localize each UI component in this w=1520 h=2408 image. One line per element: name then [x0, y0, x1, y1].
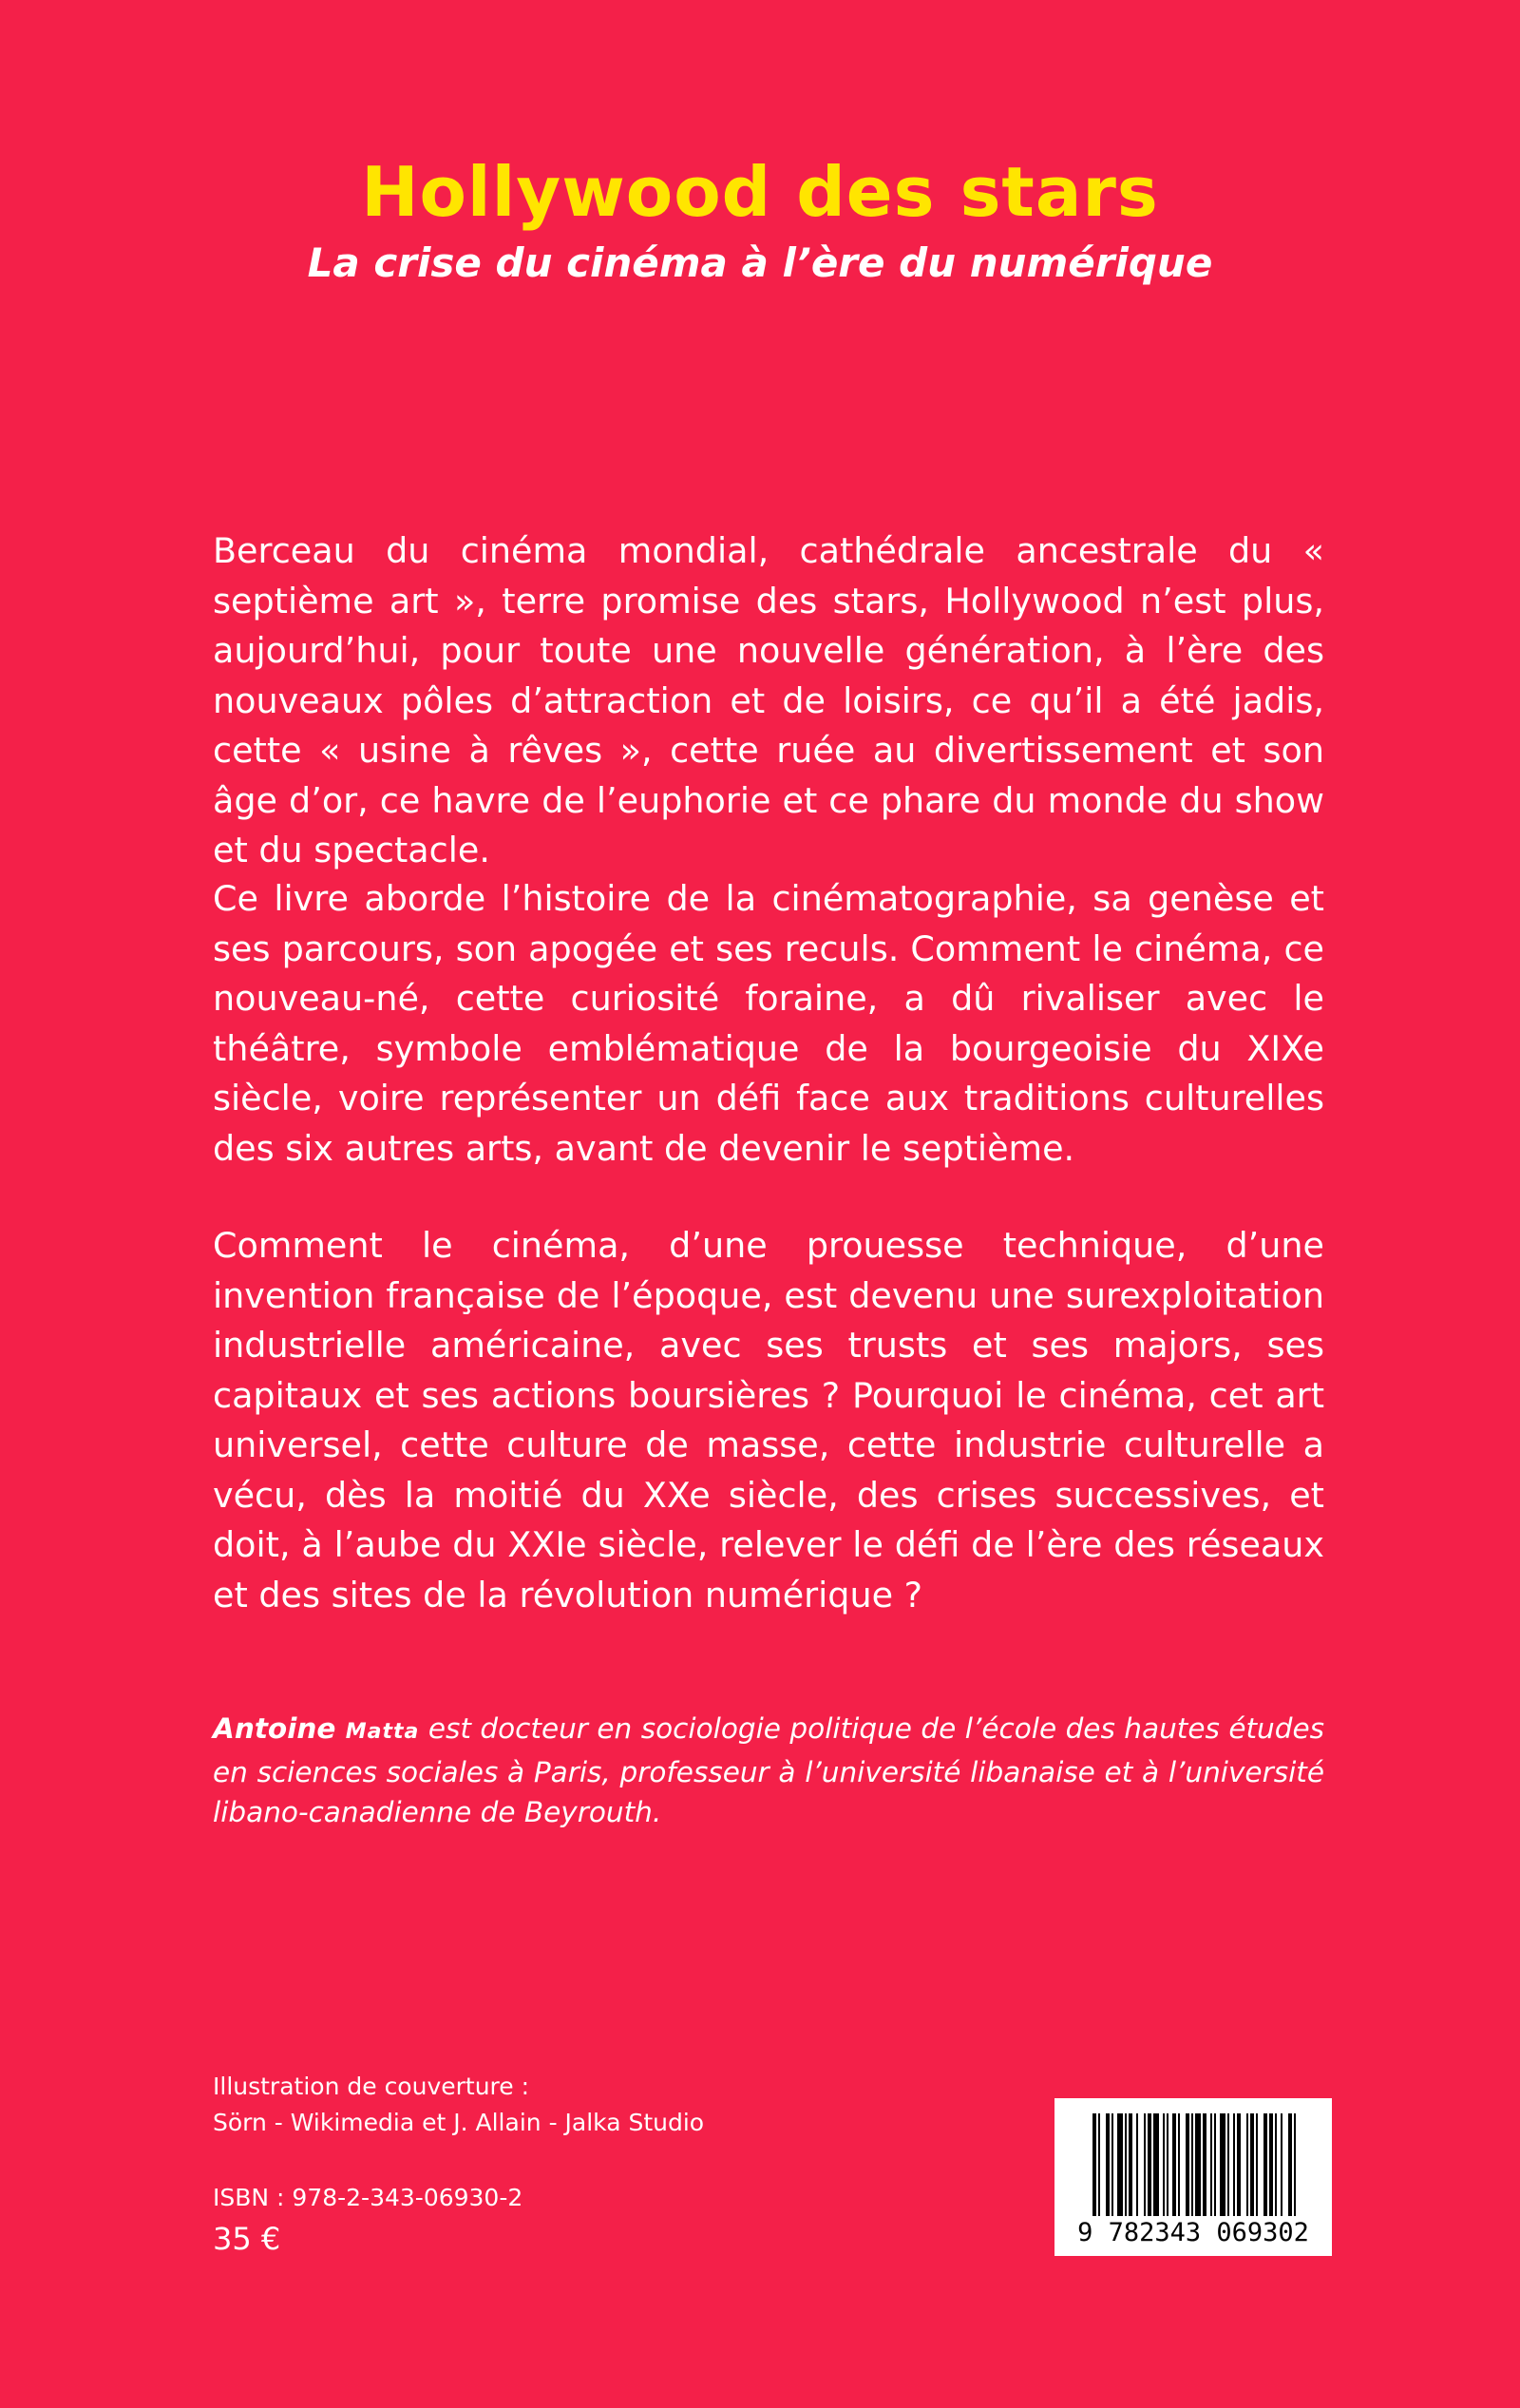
author-bio-text: est docteur en sociologie politique de l’école des hautes études en sciences sociales à Paris, professeur à l’université libanaise et à l’université libano-canadienne de Beyrouth.	[213, 1712, 1325, 1828]
barcode-bar	[1195, 2113, 1201, 2216]
credits-label: Illustration de couverture :	[213, 2073, 530, 2100]
barcode-bar	[1148, 2113, 1151, 2216]
author-name	[213, 1712, 419, 1745]
barcode-bar	[1125, 2113, 1127, 2216]
credits-value: Sörn - Wikimedia et J. Allain - Jalka Studio	[213, 2109, 705, 2136]
barcode-bar	[1294, 2113, 1296, 2216]
barcode-bar	[1106, 2113, 1110, 2216]
summary-paragraph-1: Berceau du cinéma mondial, cathédrale ancestrale du « septième art », terre promise des stars, Hollywood n’est plus, aujourd’hui, pour toute une nouvelle génération, à l’ère des nouveaux pôles d’attraction et de loisirs, ce qu’il a été jadis, cette « usine à rêves », cette ruée au divertissement et son âge d’or, ce havre de l’euphorie et ce phare du monde du show et du spectacle.	[213, 530, 1324, 870]
barcode-bar	[1092, 2113, 1096, 2216]
isbn-number: ISBN : 978-2-343-06930-2	[213, 2184, 523, 2211]
barcode-bar	[1163, 2113, 1165, 2216]
barcode-bar	[1281, 2113, 1282, 2216]
barcode-bar	[1191, 2113, 1193, 2216]
summary-paragraph-3: Comment le cinéma, d’une prouesse technique, d’une invention française de l’époque, est devenu une surexploitation industrielle américaine, avec ses trusts et ses majors, ses capitaux et ses actions boursières ? Pourquoi le cinéma, cet art universel, cette culture de masse, cette industrie culturelle a vécu, dès la moitié du XXe siècle, des crises successives, et doit, à l’aube du XXIe siècle, relever le défi de l’ère des réseaux et des sites de la révolution numérique ?	[213, 1225, 1324, 1615]
barcode-bar	[1112, 2113, 1113, 2216]
barcode-bar	[1237, 2113, 1241, 2216]
author-last-name: Matta	[345, 1720, 420, 1744]
barcode-bar	[1264, 2113, 1267, 2216]
barcode-bar	[1178, 2113, 1180, 2216]
barcode-bar	[1288, 2113, 1292, 2216]
barcode-bar	[1246, 2113, 1248, 2216]
barcode-bar	[1153, 2113, 1159, 2216]
barcode-digits: 9 782343 069302	[1077, 2218, 1309, 2247]
barcode-bar	[1256, 2113, 1258, 2216]
barcode-bar	[1186, 2113, 1189, 2216]
barcode-bar	[1144, 2113, 1146, 2216]
barcode-bar	[1250, 2113, 1254, 2216]
summary-paragraph-2: Ce livre aborde l’histoire de la cinématographie, sa genèse et ses parcours, son apogée et ses reculs. Comment le cinéma, ce nouveau-né, cette curiosité foraine, a dû rivaliser avec le théâtre, symbole emblématique de la bourgeoisie du XIXe siècle, voire représenter un défi face aux traditions culturelles des six autres arts, avant de devenir le septième.	[213, 878, 1324, 1169]
barcode-bar	[1214, 2113, 1216, 2216]
barcode-bar	[1117, 2113, 1123, 2216]
barcode-bar	[1227, 2113, 1229, 2216]
author-first-name: Antoine	[213, 1712, 336, 1745]
book-subtitle: La crise du cinéma à l’ère du numérique	[307, 239, 1213, 286]
book-title: Hollywood des stars	[361, 152, 1159, 232]
barcode-bar	[1233, 2113, 1235, 2216]
barcode-bar	[1220, 2113, 1226, 2216]
barcode-bar	[1136, 2113, 1138, 2216]
barcode-bar	[1098, 2113, 1100, 2216]
barcode-bar	[1203, 2113, 1206, 2216]
barcode-bar	[1210, 2113, 1212, 2216]
barcode-bar	[1275, 2113, 1277, 2216]
barcode-bar	[1269, 2113, 1273, 2216]
book-price: 35 €	[213, 2221, 281, 2257]
barcode-bar	[1172, 2113, 1176, 2216]
barcode-bar	[1129, 2113, 1132, 2216]
barcode-bar	[1167, 2113, 1168, 2216]
cover-credits	[213, 2069, 878, 2141]
author-bio	[213, 1709, 1324, 1832]
barcode	[1054, 2098, 1332, 2256]
